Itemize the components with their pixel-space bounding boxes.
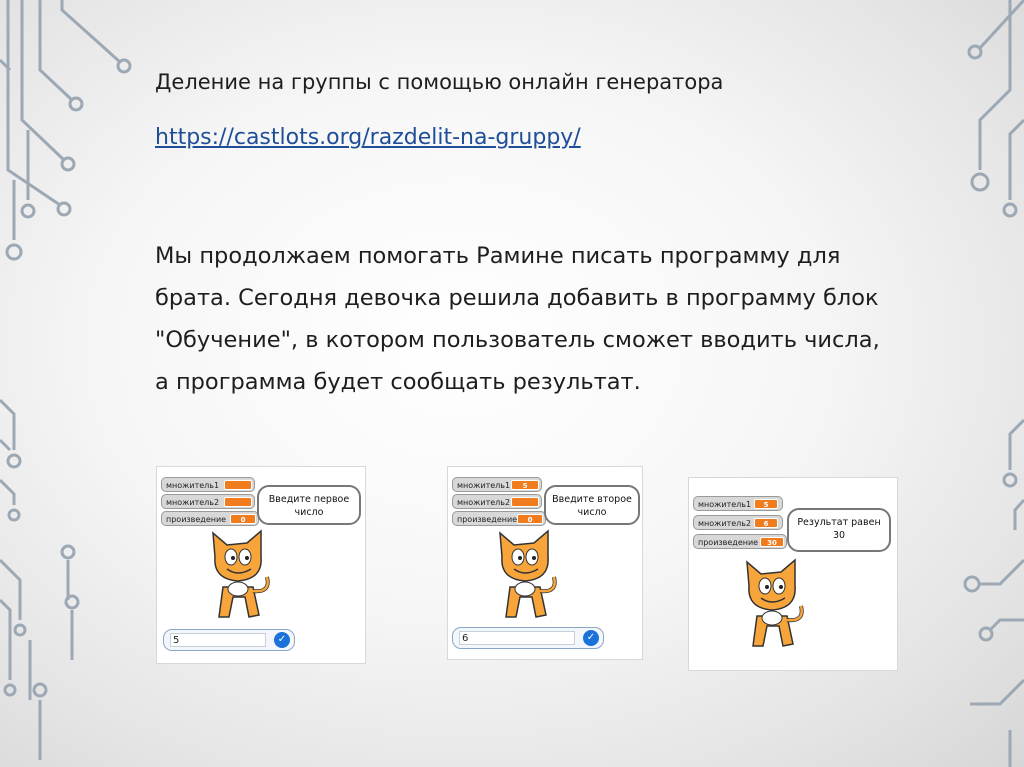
speech-bubble [787,508,891,552]
variable-value [224,480,252,490]
answer-input-box[interactable] [452,627,604,649]
scratch-cat-sprite [492,527,564,623]
speech-bubble [257,485,361,525]
variable-value [511,497,539,507]
variable-value: 5 [754,499,778,509]
variable-label: произведение [698,538,759,547]
speech-line-2: 30 [832,530,846,541]
scratch-cat-sprite [205,527,277,623]
variable-monitor-product [452,511,546,526]
variable-value: 0 [517,514,543,524]
variable-monitor-multiplier1 [161,477,255,492]
speech-bubble [544,485,640,525]
variable-monitor-multiplier1 [452,477,542,492]
variable-value: 6 [754,518,778,528]
variable-monitor-multiplier1 [693,496,783,511]
variable-label: произведение [457,515,518,524]
variable-label: множитель1 [698,500,752,509]
variable-label: множитель1 [457,481,511,490]
slide-title: Деление на группы с помощью онлайн генератора [155,70,724,94]
variable-value [224,497,252,507]
speech-line-1: Результат равен [797,517,881,528]
checkmark-icon[interactable]: ✓ [583,630,599,646]
scratch-screen-2 [447,466,643,660]
scratch-screen-3 [688,477,898,671]
variable-monitor-product [693,534,787,549]
variable-label: произведение [166,515,227,524]
slide-paragraph: Мы продолжаем помогать Рамине писать программу для брата. Сегодня девочка решила добавить в программу блок "Обучение", в котором пользователь сможет вводить числа, а программа будет сообщать результат. [155,243,880,395]
castlots-link[interactable]: https://castlots.org/razdelit-na-gruppy/ [155,125,581,150]
answer-field[interactable]: 5 [170,633,266,647]
variable-value: 5 [511,480,539,490]
variable-label: множитель2 [698,519,752,528]
speech-line-1: Введите первое [268,494,350,505]
speech-line-2: число [577,507,607,518]
answer-input-box[interactable] [163,629,295,651]
checkmark-icon[interactable]: ✓ [274,632,290,648]
speech-line-1: Введите второе [552,494,632,505]
variable-value: 30 [760,537,784,547]
speech-line-2: число [294,507,324,518]
variable-label: множитель2 [166,498,220,507]
variable-monitor-product [161,511,259,526]
variable-monitor-multiplier2 [693,515,783,530]
scratch-cat-sprite [739,556,811,652]
variable-monitor-multiplier2 [161,494,255,509]
variable-value: 0 [230,514,256,524]
answer-field[interactable]: 6 [459,631,575,645]
variable-label: множитель1 [166,481,220,490]
variable-monitor-multiplier2 [452,494,542,509]
variable-label: множитель2 [457,498,511,507]
scratch-screen-1 [156,466,366,664]
